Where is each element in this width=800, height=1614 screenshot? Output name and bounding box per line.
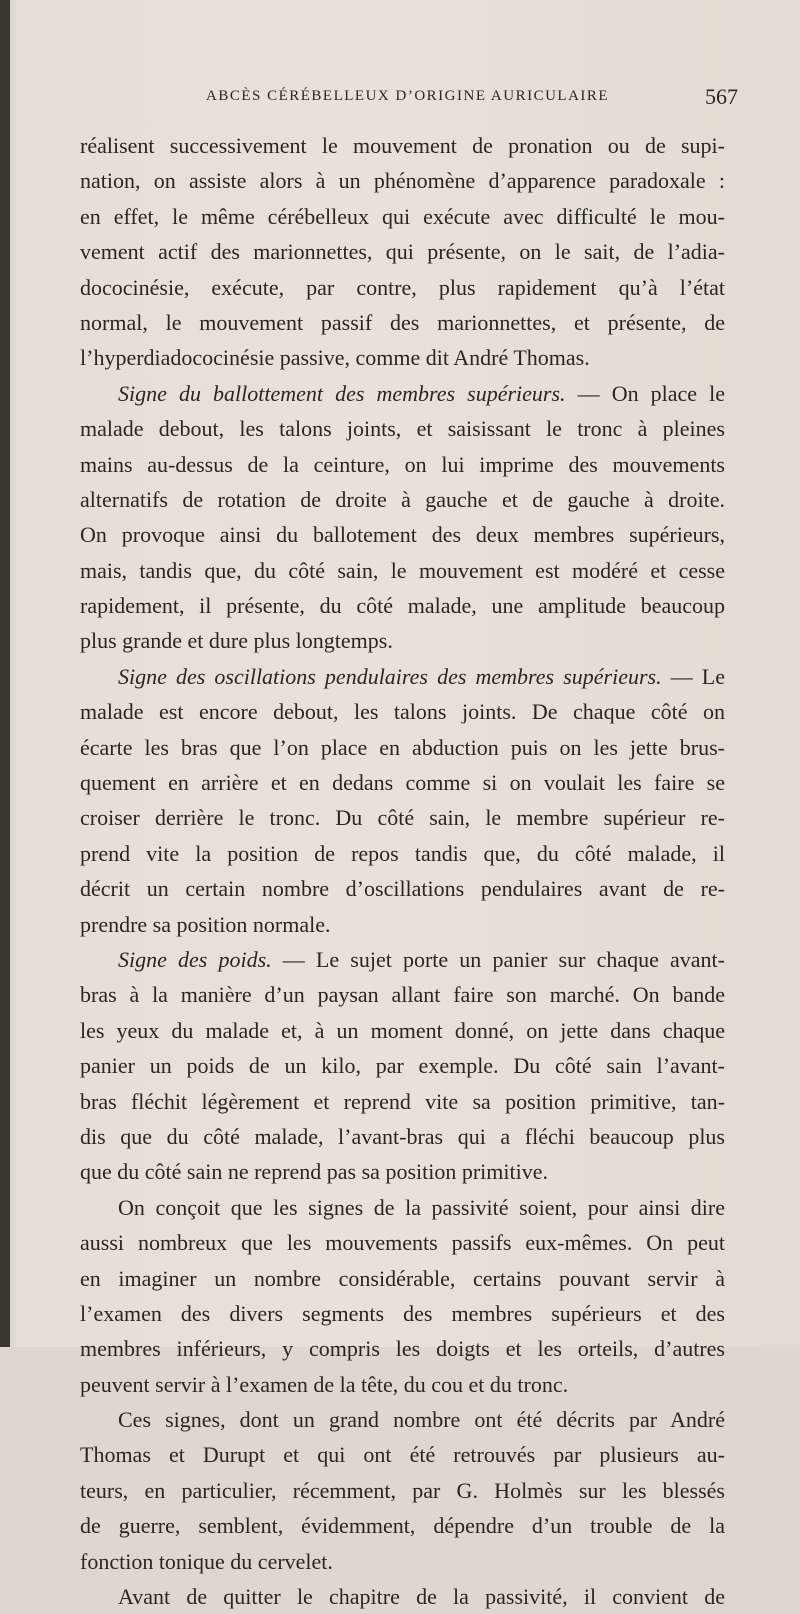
line-text: malade est encore debout, les talons joints. De chaque côté on	[80, 699, 725, 725]
line-text: — On place le	[565, 380, 725, 406]
text-line	[80, 234, 725, 269]
line-text: alternatifs de rotation de droite à gauche et de gauche à droite.	[80, 486, 725, 512]
line-text: plus grande et dure plus longtemps.	[80, 628, 393, 654]
line-text: de guerre, semblent, évidemment, dépendre d’un trouble de la	[80, 1513, 725, 1539]
text-line	[80, 1296, 725, 1331]
text-line	[80, 800, 725, 835]
line-text: — Le sujet porte un panier sur chaque avant-	[271, 946, 725, 972]
line-text: fonction tonique du cervelet.	[80, 1548, 333, 1574]
line-text: rapidement, il présente, du côté malade, une amplitude beaucoup	[80, 593, 725, 619]
line-text: l’examen des divers segments des membres supérieurs et des	[80, 1300, 725, 1326]
text-line	[80, 376, 725, 411]
line-text: normal, le mouvement passif des marionnettes, et présente, de	[80, 309, 725, 335]
text-line	[80, 305, 725, 340]
text-line	[80, 1331, 725, 1366]
running-title: ABCÈS CÉRÉBELLEUX D’ORIGINE AURICULAIRE	[206, 88, 610, 104]
line-text: membres inférieurs, y compris les doigts et les orteils, d’autres	[80, 1336, 725, 1362]
line-text: aussi nombreux que les mouvements passifs eux-mêmes. On peut	[80, 1230, 725, 1256]
italic-heading: Signe des poids.	[118, 946, 272, 972]
text-line	[80, 1579, 725, 1614]
line-text: écarte les bras que l’on place en abduction puis on les jette brus-	[80, 734, 725, 760]
text-line	[80, 1013, 725, 1048]
text-line	[80, 1119, 725, 1154]
text-line	[80, 907, 725, 942]
text-line	[80, 694, 725, 729]
text-line	[80, 447, 725, 482]
line-text: nation, on assiste alors à un phénomène d’apparence paradoxale :	[80, 168, 725, 194]
line-text: que du côté sain ne reprend pas sa position primitive.	[80, 1159, 548, 1185]
text-line	[80, 1402, 725, 1437]
line-text: Thomas et Durupt et qui ont été retrouvés par plusieurs au-	[80, 1442, 725, 1468]
line-text: décrit un certain nombre d’oscillations pendulaires avant de re-	[80, 876, 725, 902]
text-line	[80, 977, 725, 1012]
text-line	[80, 270, 725, 305]
line-text: mais, tandis que, du côté sain, le mouvement est modéré et cesse	[80, 557, 725, 583]
text-line	[80, 942, 725, 977]
line-text: malade debout, les talons joints, et saisissant le tronc à pleines	[80, 416, 725, 442]
line-text: mains au-dessus de la ceinture, on lui imprime des mouvements	[80, 451, 725, 477]
line-text: peuvent servir à l’examen de la tête, du cou et du tronc.	[80, 1371, 569, 1397]
line-text: On conçoit que les signes de la passivité soient, pour ainsi dire	[118, 1194, 725, 1220]
line-text: Avant de quitter le chapitre de la passivité, il convient de	[118, 1584, 725, 1610]
line-text: les yeux du malade et, à un moment donné, on jette dans chaque	[80, 1017, 725, 1043]
text-line	[80, 199, 725, 234]
text-line	[80, 1367, 725, 1402]
line-text: bras à la manière d’un paysan allant faire son marché. On bande	[80, 982, 725, 1008]
page-binding-edge	[0, 0, 10, 1347]
line-text: Ces signes, dont un grand nombre ont été décrits par André	[118, 1407, 725, 1433]
text-line	[80, 163, 725, 198]
page-number: 567	[705, 84, 738, 109]
text-line	[80, 1508, 725, 1543]
body-text	[80, 128, 725, 1614]
line-text: l’hyperdiadococinésie passive, comme dit André Thomas.	[80, 345, 590, 371]
line-text: prendre sa position normale.	[80, 911, 331, 937]
text-line	[80, 623, 725, 658]
line-text: en imaginer un nombre considérable, certains pouvant servir à	[80, 1265, 725, 1291]
italic-heading: Signe du ballottement des membres supérieurs.	[118, 380, 566, 406]
text-line	[80, 517, 725, 552]
line-text: quement en arrière et en dedans comme si on voulait les faire se	[80, 770, 725, 796]
line-text: dis que du côté malade, l’avant-bras qui a fléchi beaucoup plus	[80, 1123, 725, 1149]
line-text: réalisent successivement le mouvement de pronation ou de supi-	[80, 133, 725, 158]
text-line	[80, 1084, 725, 1119]
text-line	[80, 128, 725, 163]
text-line	[80, 1190, 725, 1225]
text-line	[80, 765, 725, 800]
text-line	[80, 588, 725, 623]
text-line	[80, 659, 725, 694]
line-text: vement actif des marionnettes, qui présente, on le sait, de l’adia-	[80, 239, 725, 265]
text-line	[80, 411, 725, 446]
text-line	[80, 1225, 725, 1260]
text-line	[80, 836, 725, 871]
line-text: panier un poids de un kilo, par exemple. Du côté sain l’avant-	[80, 1053, 725, 1079]
line-text: teurs, en particulier, récemment, par G. Holmès sur les blessés	[80, 1477, 725, 1503]
text-line	[80, 340, 725, 375]
text-line	[80, 1261, 725, 1296]
line-text: — Le	[661, 663, 725, 689]
text-line	[80, 553, 725, 588]
line-text: dococinésie, exécute, par contre, plus rapidement qu’à l’état	[80, 274, 725, 300]
line-text: On provoque ainsi du ballotement des deux membres supérieurs,	[80, 522, 725, 548]
text-line	[80, 1154, 725, 1189]
text-line	[80, 1473, 725, 1508]
italic-heading: Signe des oscillations pendulaires des membres supérieurs.	[118, 663, 662, 689]
text-line	[80, 730, 725, 765]
text-line	[80, 1544, 725, 1579]
text-line	[80, 482, 725, 517]
line-text: bras fléchit légèrement et reprend vite sa position primitive, tan-	[80, 1088, 725, 1114]
text-line	[80, 871, 725, 906]
text-line	[80, 1437, 725, 1472]
line-text: prend vite la position de repos tandis que, du côté malade, il	[80, 840, 725, 866]
text-line	[80, 1048, 725, 1083]
line-text: croiser derrière le tronc. Du côté sain, le membre supérieur re-	[80, 805, 725, 831]
page-header	[78, 84, 738, 114]
line-text: en effet, le même cérébelleux qui exécute avec difficulté le mou-	[80, 203, 725, 229]
